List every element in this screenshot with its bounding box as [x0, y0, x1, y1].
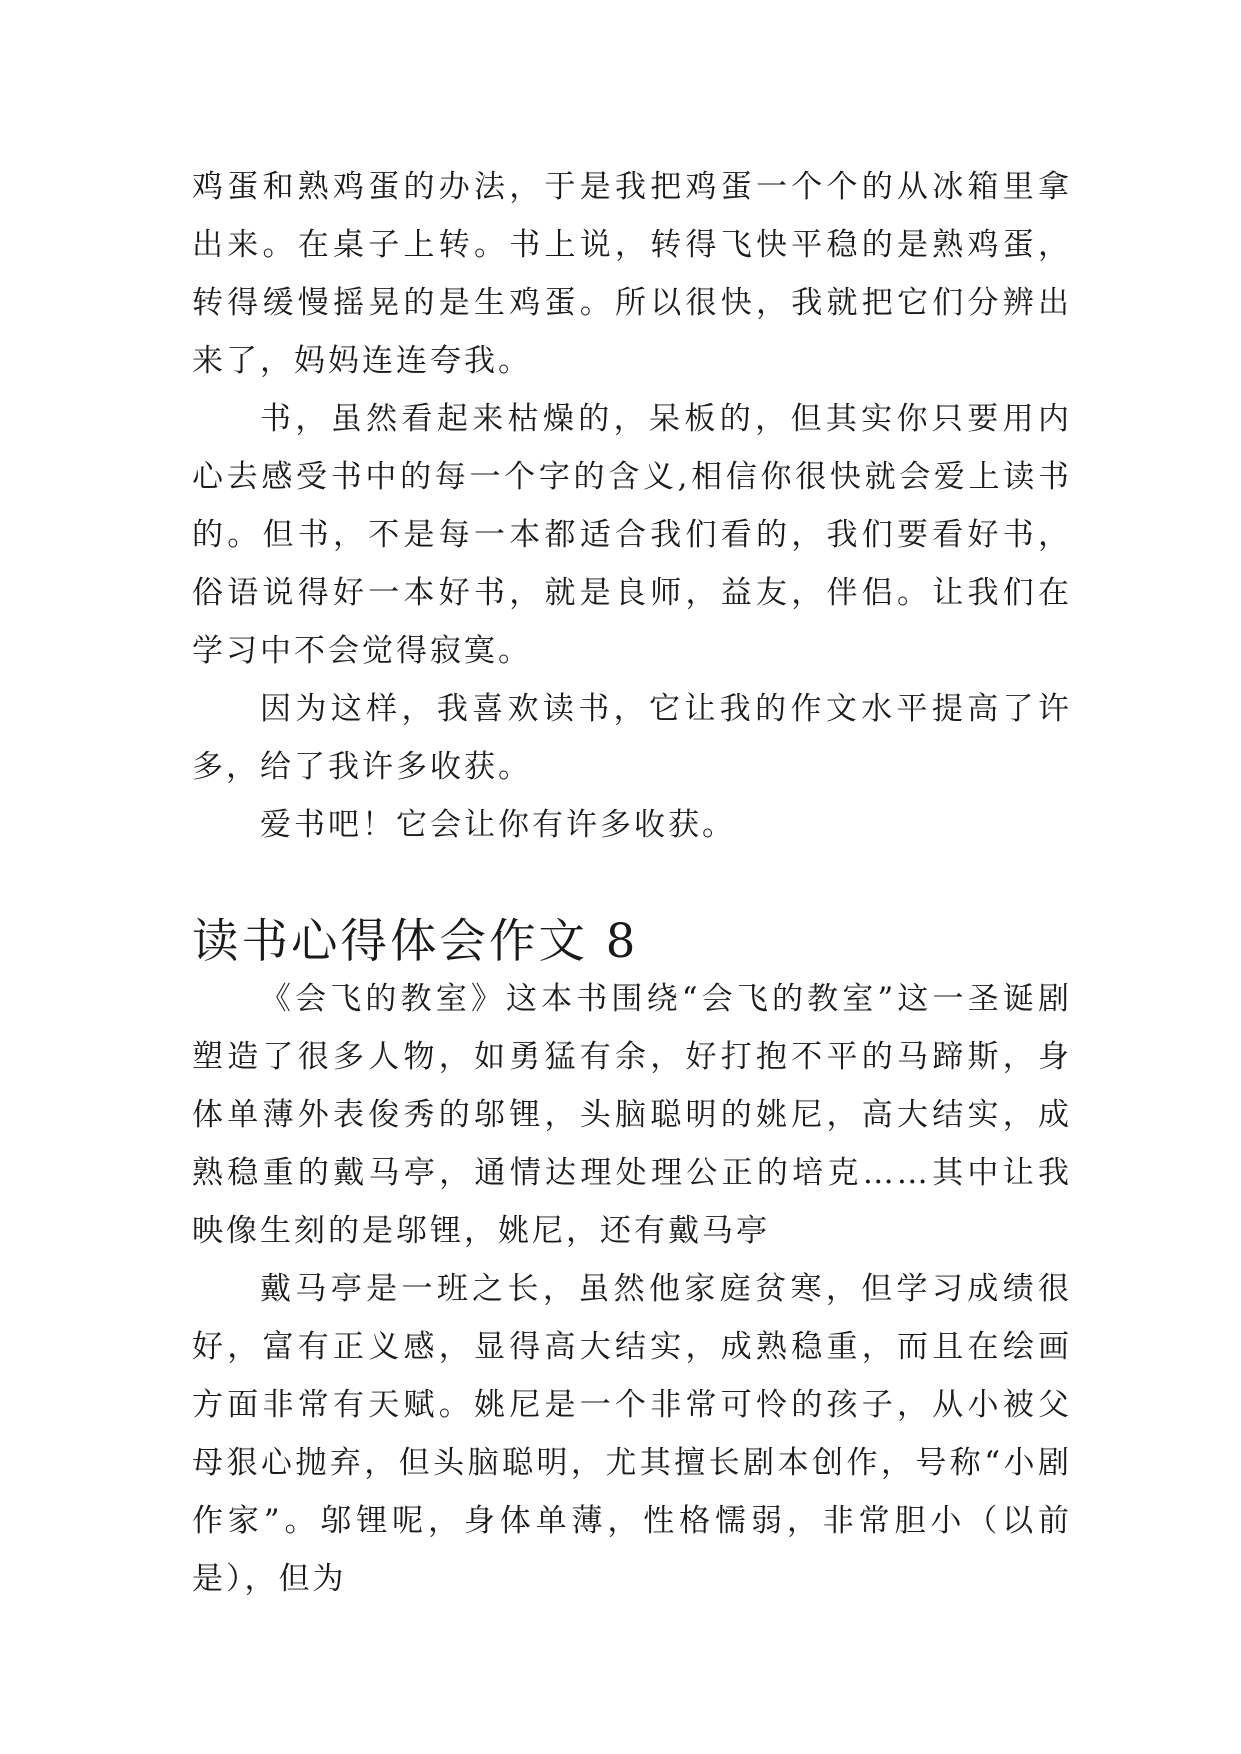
section-title: 读书心得体会作文 8 — [192, 914, 639, 968]
document-body — [192, 158, 1072, 1608]
paragraph-flying-classroom: 《会飞的教室》这本书围绕“会飞的教室”这一圣诞剧塑造了很多人物，如勇猛有余，好打抱不平的马蹄斯，身体单薄外表俊秀的邬锂，头脑聪明的姚尼，高大结实，成熟稳重的戴马亭，通情达理处理公正的培克……其中让我映像生刻的是邬锂，姚尼，还有戴马亭 — [192, 981, 1072, 1249]
paragraph-books-meaning: 书，虽然看起来枯燥的，呆板的，但其实你只要用内心去感受书中的每一个字的含义,相信你很快就会爱上读书的。但书，不是每一本都适合我们看的，我们要看好书，俗语说得好一本好书，就是良师，益友，伴侣。让我们在学习中不会觉得寂寞。 — [192, 401, 1072, 669]
paragraph-characters: 戴马亭是一班之长，虽然他家庭贫寒，但学习成绩很好，富有正义感，显得高大结实，成熟稳重，而且在绘画方面非常有天赋。姚尼是一个非常可怜的孩子，从小被父母狠心抛弃，但头脑聪明，尤其擅长剧本创作，号称“小剧作家”。邬锂呢，身体单薄，性格懦弱，非常胆小（以前是），但为 — [192, 1271, 1072, 1597]
paragraph-continued: 鸡蛋和熟鸡蛋的办法，于是我把鸡蛋一个个的从冰箱里拿出来。在桌子上转。书上说，转得飞快平稳的是熟鸡蛋，转得缓慢摇晃的是生鸡蛋。所以很快，我就把它们分辨出来了，妈妈连连夸我。 — [192, 169, 1072, 379]
section-spacer — [192, 854, 1072, 912]
paragraph-why-like-reading: 因为这样，我喜欢读书，它让我的作文水平提高了许多，给了我许多收获。 — [192, 691, 1072, 785]
paragraph-love-books: 爱书吧！它会让你有许多收获。 — [260, 807, 736, 843]
